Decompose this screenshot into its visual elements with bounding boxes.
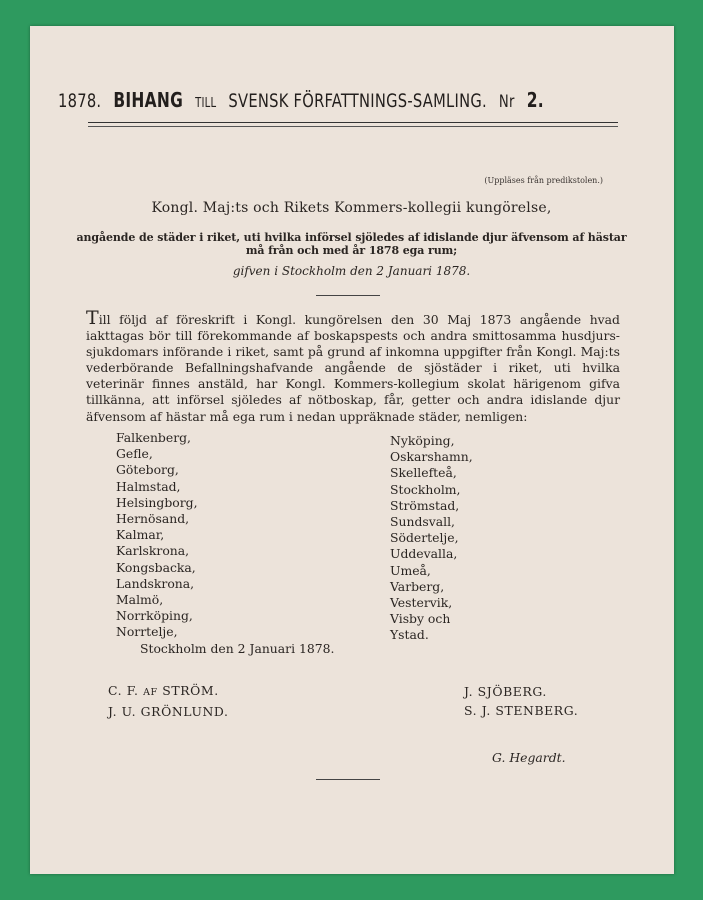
document-subtitle [0, 231, 703, 257]
masthead-nr: Nr [498, 92, 515, 112]
city-item: Uddevalla, [390, 546, 458, 562]
city-item: Gefle, [116, 446, 153, 462]
separator-rule [316, 295, 380, 296]
footer-rule [316, 779, 380, 780]
city-item: Södertelje, [390, 530, 459, 546]
subtitle-line-1: angående de städer i riket, uti hvilka införsel sjöledes af idislande djur äfvensom af hästar [76, 231, 627, 244]
signatures-right [464, 682, 578, 720]
city-item: Sundsvall, [390, 514, 455, 530]
given-date: gifven i Stockholm den 2 Januari 1878. [232, 264, 471, 278]
masthead [58, 88, 544, 112]
document-title: Kongl. Maj:ts och Rikets Kommers-kollegii kungörelse, [151, 200, 552, 216]
masthead-rule-thin [88, 126, 618, 127]
city-item: Visby och [390, 611, 451, 627]
city-item: Strömstad, [390, 497, 460, 513]
city-item: Ystad. [390, 627, 429, 643]
city-item: Norrtelje, [116, 624, 178, 640]
city-list-right [390, 433, 473, 644]
city-list-left [116, 430, 198, 641]
masthead-bihang: BIHANG [113, 88, 184, 112]
city-item: Skellefteå, [390, 465, 457, 481]
city-item: Falkenberg, [116, 430, 191, 445]
signature-stenberg: S. J. STENBERG. [464, 703, 579, 718]
signatures-left [108, 681, 229, 721]
city-item: Malmö, [116, 592, 164, 608]
body-text: ill följd af föreskrift i Kongl. kungörelsen den 30 Maj 1873 angående hvad iakttagas bör till förekommande af boskapspests och andra smittosamma husdjurs-sjukdomars införande i riket, samt på grund af inkomna uppgifter från Kongl. Maj:ts vederbörande Befallningshafvande angående de sjöstäder i riket, uti hvilka veterinär finnes anstäld, har Kongl. Kommers-kollegium skolat härigenom gifva tillkänna, att införsel sjöledes af nötboskap, får, getter och andra idislande djur äfvensom af hästar må ega rum i nedan uppräknade städer, nemligen: [86, 312, 620, 424]
masthead-title: SVENSK FÖRFATTNINGS-SAMLING. [228, 90, 487, 112]
drop-initial: T [86, 307, 99, 329]
subtitle-line-2: må från och med år 1878 ega rum; [245, 244, 458, 257]
city-item: Varberg, [390, 578, 445, 594]
city-item: Oskarshamn, [390, 449, 473, 465]
place-date-line: Stockholm den 2 Januari 1878. [140, 641, 335, 656]
city-item: Göteborg, [116, 462, 179, 478]
city-item: Stockholm, [390, 481, 461, 497]
city-item: Halmstad, [116, 478, 181, 494]
signature-sjoberg: J. SJÖBERG. [464, 684, 547, 699]
masthead-rule-thick [88, 122, 618, 123]
signature-gronlund: J. U. GRÖNLUND. [108, 704, 229, 719]
signature-strom: C. F. AF STRÖM. [108, 683, 219, 698]
city-item: Hernösand, [116, 511, 190, 527]
city-item: Nyköping, [390, 433, 455, 448]
city-item: Helsingborg, [116, 494, 198, 510]
city-item: Umeå, [390, 562, 431, 578]
city-item: Kalmar, [116, 527, 165, 543]
body-paragraph [86, 307, 620, 425]
masthead-year: 1878. [58, 90, 102, 112]
signature-clerk: G. Hegardt. [492, 750, 566, 765]
city-item: Karlskrona, [116, 543, 190, 559]
city-item: Kongsbacka, [116, 559, 196, 575]
reading-note: (Uppläses från predikstolen.) [484, 176, 603, 185]
city-item: Landskrona, [116, 575, 195, 591]
city-item: Norrköping, [116, 608, 193, 624]
masthead-till: TILL [195, 96, 217, 111]
city-item: Vestervik, [390, 595, 453, 611]
masthead-number: 2. [526, 88, 544, 112]
